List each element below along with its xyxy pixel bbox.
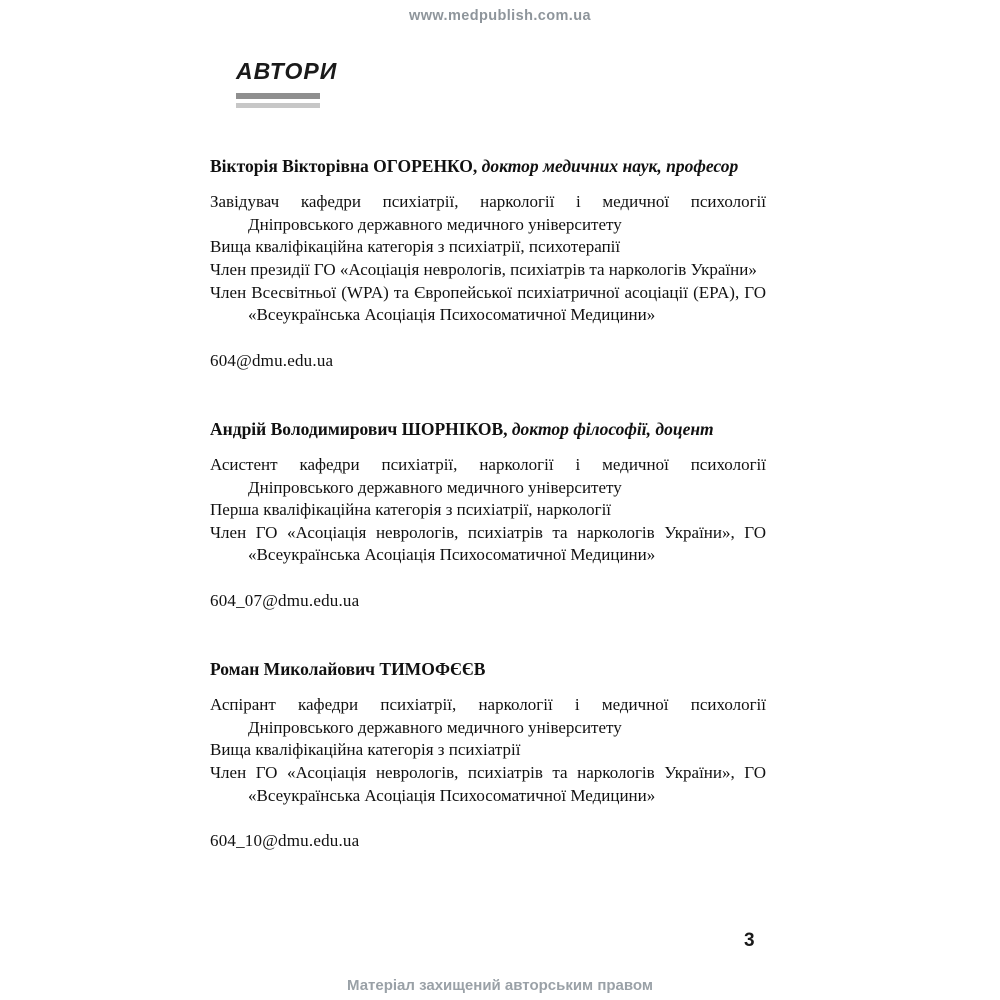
author-name-line [210,657,766,681]
page-title: АВТОРИ [236,58,338,84]
author-detail-line: Вища кваліфікаційна категорія з психіатрії [210,740,521,760]
heading-decoration [236,93,320,108]
author-details [210,694,766,807]
author-detail-line: Асистент кафедри психіатрії, наркології і медичної психології Дніпровського державного медичного університету [210,454,766,497]
copyright-notice: Матеріал захищений авторським правом [347,977,653,994]
author-entry [210,154,766,371]
author-degree-title: доктор філософії, доцент [511,418,714,439]
author-details [210,454,766,567]
heading-rule-top [236,93,320,99]
author-detail-line: Член президії ГО «Асоціація неврологів, психіатрів та наркологів України» [210,259,757,279]
author-entry [210,417,766,611]
author-detail-line: Вища кваліфікаційна категорія з психіатрії, психотерапії [210,237,621,257]
author-email: 604_07@dmu.edu.ua [210,590,360,610]
author-details [210,191,766,327]
author-degree-title: доктор медичних наук, професор [481,156,739,176]
page-content [210,58,766,851]
author-name: Роман Миколайович ТИМОФЄЄВ [210,658,486,679]
author-detail-line: Перша кваліфікаційна категорія з психіатрії, наркології [210,500,612,520]
author-detail-line: Завідувач кафедри психіатрії, наркології і медичної психології Дніпровського державного медичного університету [210,192,766,234]
heading-rule-bottom [236,103,320,108]
author-email: 604_10@dmu.edu.ua [210,831,360,851]
author-entry [210,657,766,851]
author-name: Вікторія Вікторівна ОГОРЕНКО, [210,156,478,176]
author-detail-line: Аспірант кафедри психіатрії, наркології і медичної психології Дніпровського державного медичного університету [210,695,766,737]
author-detail-line: Член ГО «Асоціація неврологів, психіатрів та наркологів України», ГО «Всеукраїнська Асоціація Психосоматичної Медицини» [210,762,766,805]
author-email: 604@dmu.edu.ua [210,350,334,370]
author-name-line [210,154,766,178]
page-number: 3 [744,930,755,951]
author-detail-line: Член Всесвітньої (WPA) та Європейської психіатричної асоціації (EPA), ГО «Всеукраїнська Асоціація Психосоматичної Медицини» [210,282,766,325]
author-name: Андрій Володимирович ШОРНІКОВ, [210,418,508,439]
author-detail-line: Член ГО «Асоціація неврологів, психіатрів та наркологів України», ГО «Всеукраїнська Асоціація Психосоматичної Медицини» [210,522,766,565]
publisher-url: www.medpublish.com.ua [409,8,591,24]
author-name-line [210,417,766,441]
